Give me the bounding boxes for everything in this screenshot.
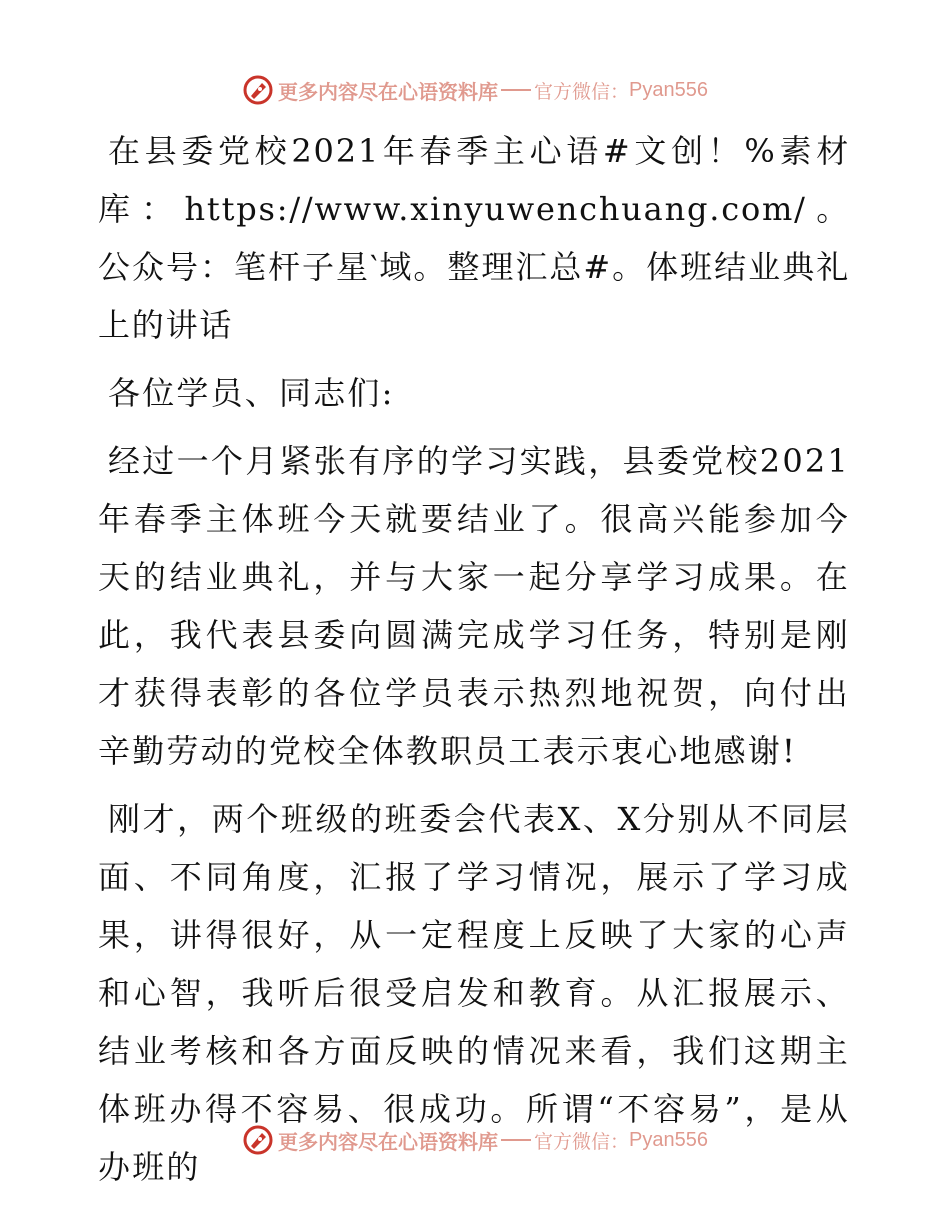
watermark-dash [501,89,531,91]
paragraph: 刚才，两个班级的班委会代表X、X分别从不同层面、不同角度，汇报了学习情况，展示了学习成果，讲得很好，从一定程度上反映了大家的心声和心智，我听后很受启发和教育。从汇报展示、结业考核和各方面反映的情况来看，我们这期主体班办得不容易、很成功。所谓“不容易”，是从办班的 [98,800,850,1186]
watermark-header [0,70,950,110]
pen-nib-logo-icon [242,74,274,106]
watermark-main-text: 更多内容尽在心语资料库 [278,79,498,104]
document-body [98,122,850,1206]
document-title: 在县委党校2021年春季主心语#文创！%素材库：https://www.xinyuwenchuang.com/。公众号：笔杆子星‵域。整理汇总#。体班结业典礼上的讲话 [98,132,850,344]
watermark-id-text: Pyan556 [629,78,708,101]
document-greeting: 各位学员、同志们: [108,374,395,412]
pen-nib-logo-icon [242,1124,274,1156]
watermark-footer [0,1120,950,1160]
watermark-sub-text: 官方微信： [534,80,630,103]
paragraph: 经过一个月紧张有序的学习实践，县委党校2021年春季主体班今天就要结业了。很高兴能参加今天的结业典礼，并与大家一起分享学习成果。在此，我代表县委向圆满完成学习任务，特别是刚才获得表彰的各位学员表示热烈地祝贺，向付出辛勤劳动的党校全体教职员工表示衷心地感谢! [98,442,850,770]
watermark-main-text: 更多内容尽在心语资料库 [278,1129,498,1154]
watermark-dash [501,1139,531,1141]
watermark-id-text: Pyan556 [629,1128,708,1151]
watermark-sub-text: 官方微信： [534,1130,630,1153]
